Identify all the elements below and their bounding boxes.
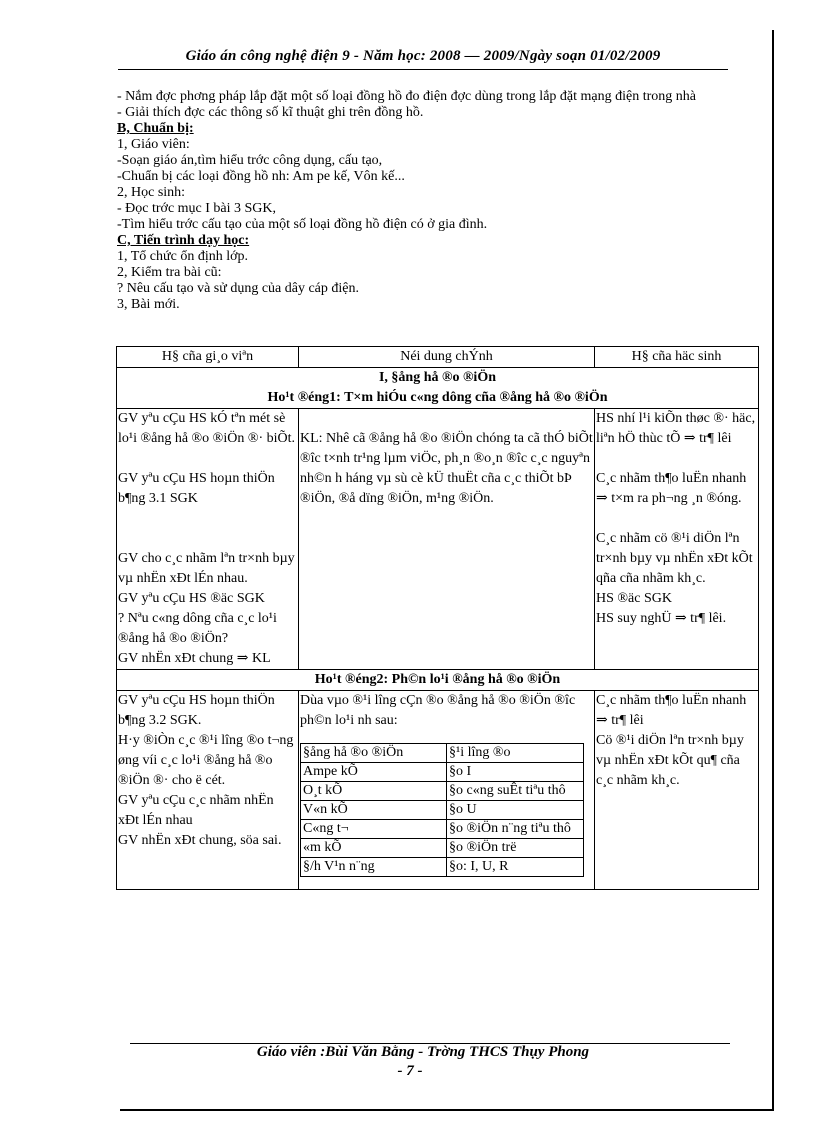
meter-row — [301, 858, 584, 877]
spacer — [596, 509, 757, 529]
meter-quantity: §o ®iÖn n¨ng tiªu thô — [447, 820, 584, 839]
page-border-bottom — [120, 1109, 774, 1111]
activity2-content — [299, 691, 595, 890]
meter-quantity: §o I — [447, 763, 584, 782]
activity1-content — [299, 409, 595, 670]
meter-name: §/h V¹n n¨ng — [301, 858, 447, 877]
intro-line: ? Nêu cấu tạo và sử dụng của dây cáp điện. — [117, 281, 359, 296]
spacer — [118, 449, 297, 469]
meter-row — [301, 763, 584, 782]
meter-name: O¸t kÕ — [301, 782, 447, 801]
page-footer: Giáo viên :Bùi Văn Bằng - Trờng THCS Thụy Phong — [256, 1044, 590, 1060]
cell-line: Cö ®¹i diÖn lªn tr×nh bµy vµ nhËn xÐt kÕt qu¶ cña c¸c nhãm kh¸c. — [596, 733, 744, 788]
section-title: I, §ång hå ®o ®iÖn — [378, 370, 496, 385]
header-teacher: H§ cña gi¸o viªn — [117, 347, 299, 368]
activity2-student — [595, 691, 759, 890]
activity2-content-intro: Dùa vµo ®¹i lîng cÇn ®o ®ång hå ®o ®iÖn ®îc ph©n lo¹i nh sau: — [300, 693, 576, 728]
activity2-teacher — [117, 691, 299, 890]
spacer — [300, 409, 593, 429]
activity1-title: Ho¹t ®éng1: T×m hiÓu c«ng dông cña ®ång hå ®o ®iÖn — [267, 390, 608, 405]
cell-line: C¸c nhãm cö ®¹i diÖn lªn tr×nh bµy vµ nhËn xÐt kÕt qña cña nhãm kh¸c. — [596, 531, 753, 586]
activity2-title: Ho¹t ®éng2: Ph©n lo¹i ®ång hå ®o ®iÖn — [117, 670, 759, 691]
cell-line: GV yªu cÇu HS kÓ tªn mét sè lo¹i ®ång hå ®o ®iÖn ®· biÕt. — [118, 411, 296, 446]
meter-quantity: §¹i lîng ®o — [447, 744, 584, 763]
cell-line: HS nhí l¹i kiÕn thøc ®· häc, liªn hÖ thùc tÕ ⇒ tr¶ lêi — [596, 411, 756, 446]
activity2-title-row — [117, 670, 759, 691]
meter-name: Ampe kÕ — [301, 763, 447, 782]
page-header: Giáo án công nghệ điện 9 - Năm học: 2008 — 2009/Ngày soạn 01/02/2009 — [185, 48, 661, 64]
meter-quantity: §o ®iÖn trë — [447, 839, 584, 858]
cell-line: HS ®äc SGK — [596, 591, 672, 606]
lesson-table — [116, 346, 759, 890]
meter-name: §ång hå ®o ®iÖn — [301, 744, 447, 763]
meter-row — [301, 839, 584, 858]
section-title-row — [117, 368, 759, 409]
section-heading: C, Tiến trình dạy học: — [117, 233, 250, 248]
intro-line: -Chuẩn bị các loại đồng hồ nh: Am pe kế, Vôn kế... — [117, 169, 405, 184]
cell-line: HS suy nghÜ ⇒ tr¶ lêi. — [596, 611, 727, 626]
meter-quantity: §o c«ng suÊt tiªu thô — [447, 782, 584, 801]
header-rule — [118, 69, 728, 70]
cell-line: GV nhËn xÐt chung, söa sai. — [118, 833, 282, 848]
activity1-teacher — [117, 409, 299, 670]
meter-name: «m kÕ — [301, 839, 447, 858]
activity2-row — [117, 691, 759, 890]
cell-line: ? Nªu c«ng dông cña c¸c lo¹i ®ång hå ®o ®iÖn? — [118, 611, 277, 646]
intro-line: - Nắm đợc phơng pháp lắp đặt một số loại đồng hồ đo điện đợc dùng trong lắp đặt mạng điện trong nhà — [117, 89, 696, 104]
spacer — [118, 529, 297, 549]
activity1-student — [595, 409, 759, 670]
cell-line: C¸c nhãm th¶o luËn nhanh ⇒ t×m ra ph¬ng ¸n ®óng. — [596, 471, 747, 506]
cell-line: H·y ®iÒn c¸c ®¹i lîng ®o t¬ng øng víi c¸c lo¹i ®ång hå ®o ®iÖn ®· cho ë cét. — [118, 733, 294, 788]
cell-line: GV nhËn xÐt chung ⇒ KL — [118, 651, 271, 666]
header-content: Néi dung chÝnh — [299, 347, 595, 368]
lesson-intro — [117, 89, 747, 313]
cell-line: C¸c nhãm th¶o luËn nhanh ⇒ tr¶ lêi — [596, 693, 747, 728]
activity1-row — [117, 409, 759, 670]
meter-row — [301, 820, 584, 839]
cell-line: GV cho c¸c nhãm lªn tr×nh bµy vµ nhËn xÐt lÉn nhau. — [118, 551, 295, 586]
meter-quantity: §o: I, U, R — [447, 858, 584, 877]
cell-line: KL: Nhê cã ®ång hå ®o ®iÖn chóng ta cã thÓ biÕt ®îc t×nh tr¹ng lµm viÖc, ph¸n ®o¸n ®îc c¸c nguyªn nh©n h háng vµ sù cè kÜ thuËt cña c¸c thiÕt bÞ ®iÖn, ®å dïng ®iÖn, m¹ng ®iÖn. — [300, 431, 593, 506]
meter-name: V«n kÕ — [301, 801, 447, 820]
spacer — [596, 449, 757, 469]
meter-row — [301, 801, 584, 820]
meter-table — [300, 743, 584, 877]
cell-line: GV yªu cÇu c¸c nhãm nhËn xÐt lÉn nhau — [118, 793, 274, 828]
meter-name: C«ng t¬ — [301, 820, 447, 839]
intro-line: 1, Tổ chức ổn định lớp. — [117, 249, 248, 264]
intro-line: 2, Kiểm tra bài cũ: — [117, 265, 222, 280]
meter-row — [301, 782, 584, 801]
cell-line: GV yªu cÇu HS hoµn thiÖn b¶ng 3.1 SGK — [118, 471, 275, 506]
intro-line: 2, Học sinh: — [117, 185, 186, 200]
header-student: H§ cña häc sinh — [595, 347, 759, 368]
meter-row — [301, 744, 584, 763]
meter-quantity: §o U — [447, 801, 584, 820]
intro-line: -Soạn giáo án,tìm hiểu trớc công dụng, cấu tạo, — [117, 153, 383, 168]
page-border-right — [772, 30, 774, 1110]
section-heading: B, Chuẩn bị: — [117, 121, 194, 136]
cell-line: GV yªu cÇu HS ®äc SGK — [118, 591, 265, 606]
spacer — [118, 509, 297, 529]
intro-line: - Giải thích đợc các thông số kĩ thuật ghi trên đồng hồ. — [117, 105, 424, 120]
intro-line: - Đọc trớc mục I bài 3 SGK, — [117, 201, 277, 216]
intro-line: 1, Giáo viên: — [117, 137, 190, 152]
table-header-row — [117, 347, 759, 368]
intro-line: -Tìm hiểu trớc cấu tạo của một số loại đồng hồ điện có ở gia đình. — [117, 217, 488, 232]
cell-line: GV yªu cÇu HS hoµn thiÖn b¶ng 3.2 SGK. — [118, 693, 275, 728]
intro-line: 3, Bài mới. — [117, 297, 180, 312]
page-number: - 7 - — [397, 1063, 423, 1079]
